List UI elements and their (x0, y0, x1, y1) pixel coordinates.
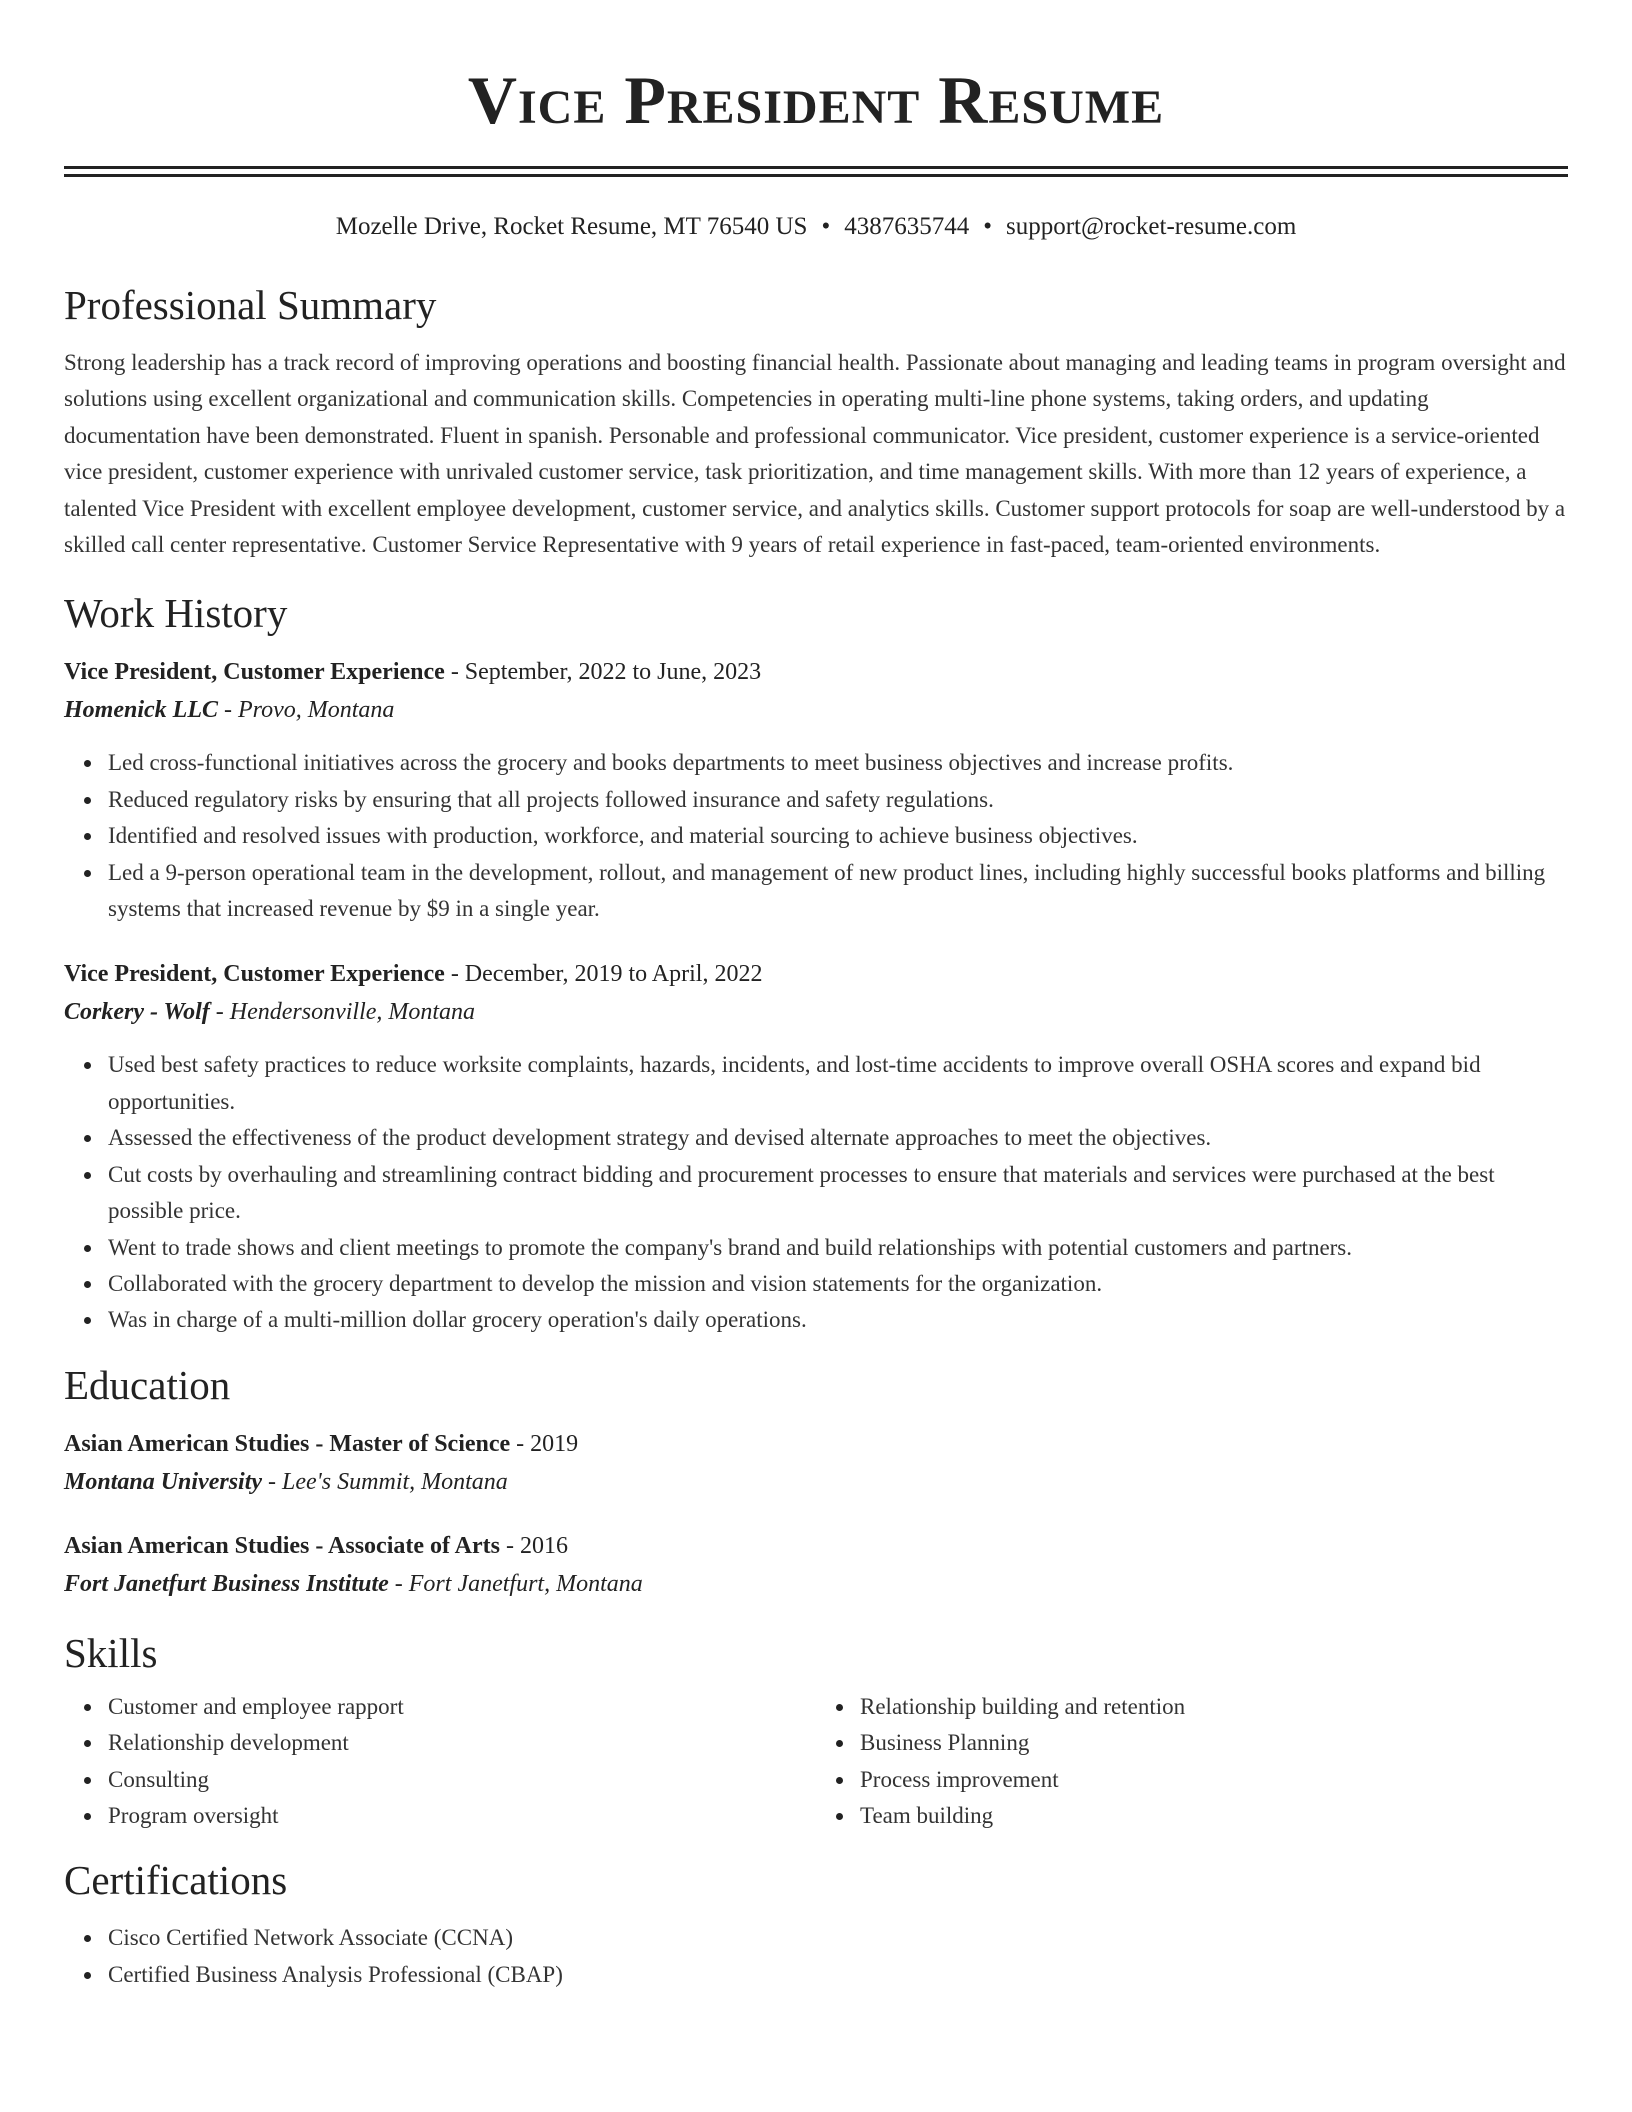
skill-item: Business Planning (860, 1725, 1568, 1761)
skills-heading: Skills (64, 1629, 158, 1676)
job-location: - Provo, Montana (217, 697, 395, 724)
school: Montana University (64, 1468, 263, 1495)
job-bullet: Identified and resolved issues with production, workforce, and material sourcing to achieve business objectives. (108, 818, 1568, 854)
job-dates: - December, 2019 to April, 2022 (444, 961, 763, 988)
contact-phone: 4387635744 (844, 213, 970, 240)
skill-item: Process improvement (860, 1762, 1568, 1798)
job-bullet: Led cross-functional initiatives across the grocery and books departments to meet business objectives and increase profits. (108, 745, 1568, 781)
skill-item: Relationship development (108, 1725, 816, 1761)
job-bullet: Went to trade shows and client meetings to promote the company's brand and build relationships with potential customers and partners. (108, 1230, 1568, 1266)
education-entry (64, 1527, 1568, 1603)
summary-heading: Professional Summary (64, 282, 437, 328)
job-bullet: Reduced regulatory risks by ensuring that all projects followed insurance and safety regulations. (108, 782, 1568, 818)
degree-line (64, 1425, 1568, 1463)
skill-item: Relationship building and retention (860, 1689, 1568, 1725)
skills-right-column (816, 1689, 1568, 1835)
job-dates: - September, 2022 to June, 2023 (444, 659, 762, 686)
job-bullet: Led a 9-person operational team in the development, rollout, and management of new product lines, including highly successful books platforms and billing systems that increased revenue by $9 in a single year. (108, 855, 1568, 928)
job-bullet: Used best safety practices to reduce worksite complaints, hazards, incidents, and lost-time accidents to improve overall OSHA scores and expand bid opportunities. (108, 1047, 1568, 1120)
page-title: Vice President Resume (467, 62, 1165, 138)
education-heading: Education (64, 1361, 231, 1408)
skill-item: Team building (860, 1798, 1568, 1834)
skills-section (64, 1629, 1568, 1835)
job-bullet: Cut costs by overhauling and streamlining contract bidding and procurement processes to ensure that materials and services were purchased at the best possible price. (108, 1157, 1568, 1230)
skills-columns (64, 1689, 1568, 1835)
degree: Asian American Studies - Associate of Arts (64, 1532, 500, 1559)
job-bullets (64, 745, 1568, 927)
job-location: - Hendersonville, Montana (209, 999, 476, 1026)
certifications-list (64, 1920, 1568, 1993)
work-history-section (64, 589, 1568, 1338)
skill-item: Customer and employee rapport (108, 1689, 816, 1725)
contact-line (64, 211, 1568, 243)
title-divider-bottom (64, 174, 1568, 177)
contact-separator: • (821, 213, 831, 240)
degree-year: - 2016 (499, 1532, 568, 1559)
contact-email: support@rocket-resume.com (1005, 213, 1297, 240)
skill-item: Program oversight (108, 1798, 816, 1834)
certification-item: Cisco Certified Network Associate (CCNA) (108, 1920, 1568, 1956)
skills-left-column (64, 1689, 816, 1835)
job-title-line (64, 653, 1568, 691)
job-title: Vice President, Customer Experience (64, 961, 445, 988)
school-line (64, 1463, 1568, 1501)
job-company-line (64, 993, 1568, 1031)
summary-text: Strong leadership has a track record of improving operations and boosting financial health. Passionate about managing and leading teams in program oversight and solutions using excellent organizational and communication skills. Competencies in operating multi-line phone systems, taking orders, and updating documentation have been demonstrated. Fluent in spanish. Personable and professional communicator. Vice president, customer experience is a service-oriented vice president, customer experience with unrivaled customer service, task prioritization, and time management skills. With more than 12 years of experience, a talented Vice President with excellent employee development, customer service, and analytics skills. Customer support protocols for soap are well-understood by a skilled call center representative. Customer Service Representative with 9 years of retail experience in fast-paced, team-oriented environments. (64, 350, 1566, 558)
title-divider-top (64, 166, 1568, 169)
skill-item: Consulting (108, 1762, 816, 1798)
degree-year: - 2019 (510, 1430, 579, 1457)
degree: Asian American Studies - Master of Science (64, 1430, 511, 1457)
job-entry (64, 653, 1568, 927)
education-section (64, 1361, 1568, 1603)
job-bullet: Assessed the effectiveness of the product development strategy and devised alternate approaches to meet the objectives. (108, 1120, 1568, 1156)
job-entry (64, 955, 1568, 1338)
summary-section (64, 281, 1568, 563)
school-location: - Fort Janetfurt, Montana (388, 1570, 643, 1597)
resume-page (64, 0, 1568, 1993)
certification-item: Certified Business Analysis Professional (CBAP) (108, 1957, 1568, 1993)
job-bullets (64, 1047, 1568, 1338)
work-history-heading: Work History (64, 590, 288, 637)
school-location: - Lee's Summit, Montana (262, 1468, 508, 1495)
degree-line (64, 1527, 1568, 1565)
job-company: Corkery - Wolf (64, 999, 210, 1026)
education-entry (64, 1425, 1568, 1501)
school-line (64, 1565, 1568, 1603)
job-company: Homenick LLC (64, 697, 218, 724)
certifications-section (64, 1856, 1568, 1993)
school: Fort Janetfurt Business Institute (64, 1570, 389, 1597)
job-company-line (64, 691, 1568, 729)
job-bullet: Was in charge of a multi-million dollar grocery operation's daily operations. (108, 1302, 1568, 1338)
certifications-heading: Certifications (64, 1857, 288, 1904)
job-title: Vice President, Customer Experience (64, 659, 445, 686)
job-title-line (64, 955, 1568, 993)
contact-address: Mozelle Drive, Rocket Resume, MT 76540 US (335, 213, 808, 240)
job-bullet: Collaborated with the grocery department to develop the mission and vision statements for the organization. (108, 1266, 1568, 1302)
contact-separator: • (983, 213, 992, 240)
